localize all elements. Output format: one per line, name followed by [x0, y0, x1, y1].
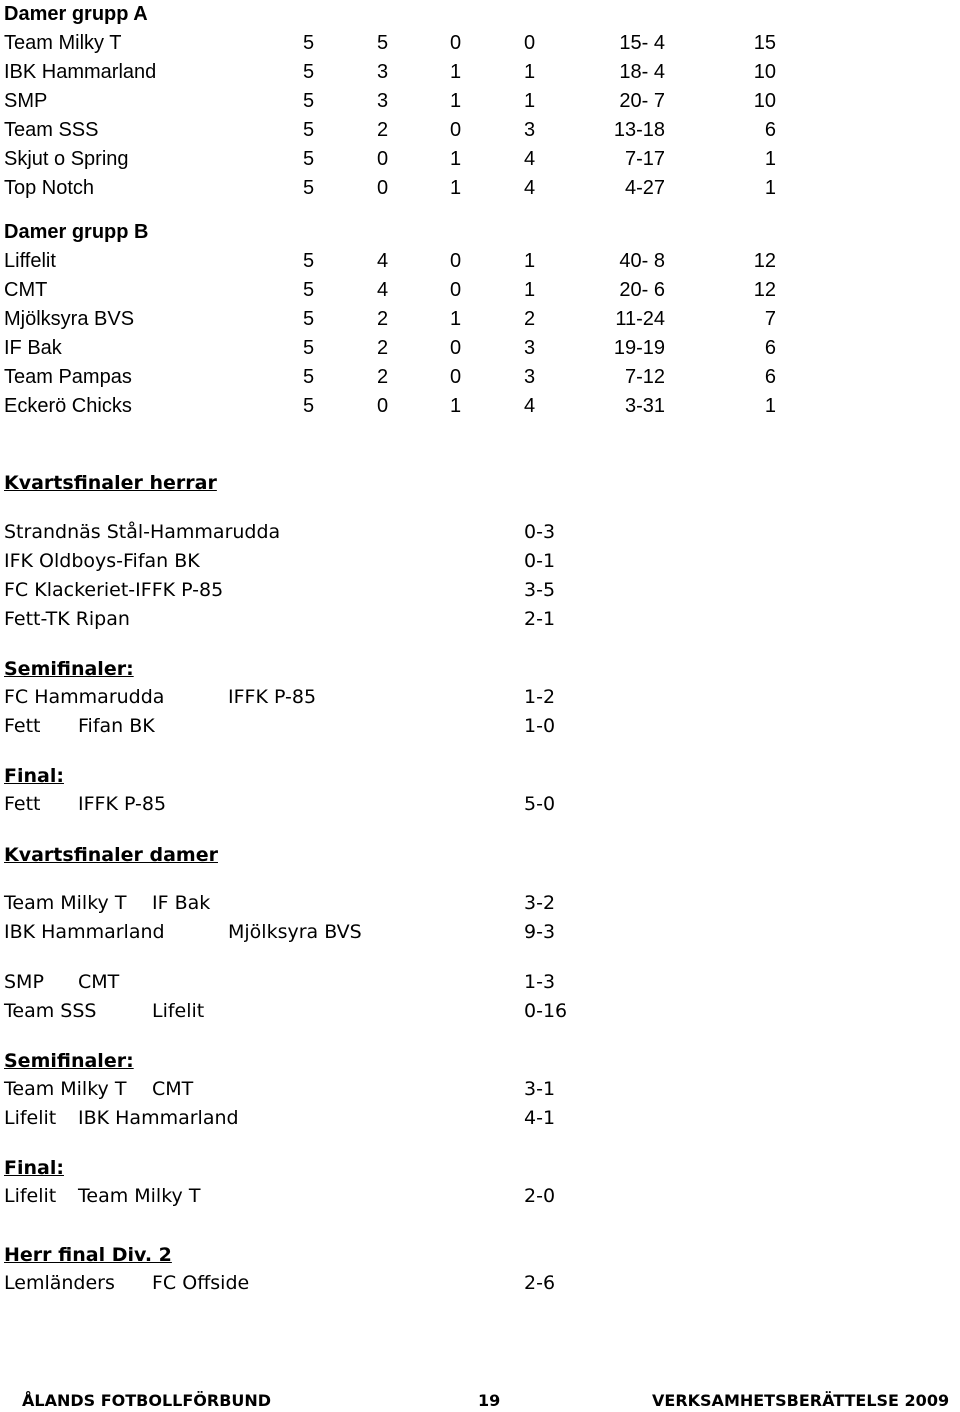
match-row [4, 605, 704, 634]
wins: 2 [377, 337, 389, 359]
table-row [4, 29, 804, 58]
match-row [4, 683, 704, 712]
wins: 2 [377, 119, 389, 141]
match-score: 4-1 [524, 1107, 556, 1129]
losses: 0 [524, 32, 536, 54]
draws: 1 [450, 308, 462, 330]
points: 10 [753, 90, 776, 112]
team-home: Team SSS [4, 1000, 97, 1022]
herrar-final-heading: Final: [4, 765, 64, 787]
group-b-standings [4, 218, 804, 421]
draws: 0 [450, 366, 462, 388]
match-row [4, 1182, 704, 1211]
team-name: Top Notch [4, 177, 95, 199]
points: 1 [764, 148, 776, 170]
played: 5 [303, 308, 315, 330]
goals: 11-24 [615, 308, 665, 330]
team-name: SMP [4, 90, 48, 112]
wins: 3 [377, 90, 389, 112]
wins: 2 [377, 308, 389, 330]
team-name: Team Milky T [4, 32, 122, 54]
points: 6 [764, 337, 776, 359]
table-row [4, 58, 804, 87]
match-row [4, 918, 704, 947]
losses: 4 [524, 148, 536, 170]
table-row [4, 247, 804, 276]
wins: 5 [377, 32, 389, 54]
goals: 4-27 [624, 177, 665, 199]
goals: 20- 6 [619, 279, 665, 301]
team-name: Skjut o Spring [4, 148, 129, 170]
losses: 3 [524, 119, 536, 141]
points: 6 [764, 119, 776, 141]
team-home: Lemländers [4, 1272, 115, 1294]
draws: 0 [450, 119, 462, 141]
match-score: 3-2 [524, 892, 556, 914]
match-row [4, 889, 704, 918]
table-row [4, 87, 804, 116]
team-away: IFFK P-85 [78, 793, 167, 815]
losses: 4 [524, 177, 536, 199]
match-row [4, 790, 704, 819]
match-score: 1-3 [524, 971, 556, 993]
team-home: Fett [4, 715, 41, 737]
draws: 0 [450, 250, 462, 272]
match-score: 9-3 [524, 921, 556, 943]
herrar-semifinal-heading: Semifinaler: [4, 658, 134, 680]
group-b-title: Damer grupp B [4, 221, 149, 243]
draws: 1 [450, 90, 462, 112]
goals: 3-31 [624, 395, 665, 417]
team-name: Eckerö Chicks [4, 395, 132, 417]
team-away: IF Bak [152, 892, 211, 914]
table-row [4, 145, 804, 174]
played: 5 [303, 279, 315, 301]
match-score: 2-0 [524, 1185, 556, 1207]
wins: 4 [377, 250, 389, 272]
points: 12 [753, 279, 776, 301]
table-row [4, 276, 804, 305]
table-row [4, 334, 804, 363]
team-home: Fett [4, 793, 41, 815]
points: 15 [753, 32, 776, 54]
match-row [4, 547, 704, 576]
losses: 1 [524, 61, 536, 83]
match-score: 1-2 [524, 686, 556, 708]
points: 1 [764, 177, 776, 199]
team-name: IBK Hammarland [4, 61, 157, 83]
points: 10 [753, 61, 776, 83]
team-name: Team Pampas [4, 366, 132, 388]
played: 5 [303, 337, 315, 359]
match-row [4, 1104, 704, 1133]
draws: 0 [450, 337, 462, 359]
team-name: Team SSS [4, 119, 99, 141]
goals: 19-19 [613, 337, 665, 359]
losses: 1 [524, 90, 536, 112]
team-home: Team Milky T [4, 1078, 127, 1100]
match-teams: Fett-TK Ripan [4, 608, 130, 630]
match-score: 0-16 [524, 1000, 568, 1022]
team-away: Lifelit [152, 1000, 205, 1022]
played: 5 [303, 61, 315, 83]
wins: 0 [377, 395, 389, 417]
match-row [4, 712, 704, 741]
wins: 0 [377, 177, 389, 199]
goals: 15- 4 [619, 32, 665, 54]
team-away: FC Offside [152, 1272, 250, 1294]
played: 5 [303, 32, 315, 54]
match-row [4, 997, 704, 1026]
match-score: 1-0 [524, 715, 556, 737]
damer-quarterfinal-heading: Kvartsfinaler damer [4, 844, 218, 866]
match-teams: IFK Oldboys-Fifan BK [4, 550, 200, 572]
played: 5 [303, 148, 315, 170]
draws: 1 [450, 395, 462, 417]
herrar-quarterfinal-heading: Kvartsfinaler herrar [4, 472, 217, 494]
match-teams: FC Klackeriet-IFFK P-85 [4, 579, 224, 601]
team-home: SMP [4, 971, 44, 993]
wins: 0 [377, 148, 389, 170]
group-a-title: Damer grupp A [4, 3, 148, 25]
played: 5 [303, 395, 315, 417]
goals: 40- 8 [619, 250, 665, 272]
team-home: IBK Hammarland [4, 921, 165, 943]
match-score: 5-0 [524, 793, 556, 815]
wins: 4 [377, 279, 389, 301]
match-score: 3-5 [524, 579, 556, 601]
damer-final-heading: Final: [4, 1157, 64, 1179]
goals: 7-12 [624, 366, 665, 388]
damer-semifinal-heading: Semifinaler: [4, 1050, 134, 1072]
draws: 1 [450, 177, 462, 199]
table-row [4, 305, 804, 334]
goals: 7-17 [624, 148, 665, 170]
points: 7 [764, 308, 776, 330]
match-row [4, 968, 704, 997]
draws: 1 [450, 61, 462, 83]
played: 5 [303, 90, 315, 112]
losses: 4 [524, 395, 536, 417]
match-score: 0-3 [524, 521, 556, 543]
goals: 20- 7 [619, 90, 665, 112]
losses: 1 [524, 250, 536, 272]
played: 5 [303, 177, 315, 199]
played: 5 [303, 119, 315, 141]
goals: 18- 4 [619, 61, 665, 83]
team-name: CMT [4, 279, 48, 301]
group-a-standings [4, 0, 804, 203]
match-row [4, 518, 704, 547]
team-name: Liffelit [4, 250, 56, 272]
match-score: 2-1 [524, 608, 556, 630]
points: 1 [764, 395, 776, 417]
table-row [4, 392, 804, 421]
losses: 3 [524, 337, 536, 359]
footer-organization: ÅLANDS FOTBOLLFÖRBUND [22, 1391, 272, 1410]
team-away: IBK Hammarland [78, 1107, 239, 1129]
played: 5 [303, 366, 315, 388]
match-score: 0-1 [524, 550, 556, 572]
team-name: IF Bak [4, 337, 62, 359]
team-home: Team Milky T [4, 892, 127, 914]
team-home: Lifelit [4, 1185, 57, 1207]
table-row [4, 116, 804, 145]
herr-div2-final-heading: Herr final Div. 2 [4, 1244, 172, 1266]
footer-report-title: VERKSAMHETSBERÄTTELSE 2009 [652, 1391, 950, 1410]
draws: 0 [450, 32, 462, 54]
team-away: CMT [152, 1078, 194, 1100]
table-row [4, 363, 804, 392]
table-row [4, 174, 804, 203]
losses: 2 [524, 308, 536, 330]
team-away: Team Milky T [78, 1185, 201, 1207]
match-row [4, 1075, 704, 1104]
wins: 2 [377, 366, 389, 388]
team-away: CMT [78, 971, 120, 993]
draws: 1 [450, 148, 462, 170]
match-teams: Strandnäs Stål-Hammarudda [4, 521, 281, 543]
match-score: 3-1 [524, 1078, 556, 1100]
match-score: 2-6 [524, 1272, 556, 1294]
team-away: IFFK P-85 [228, 686, 317, 708]
draws: 0 [450, 279, 462, 301]
losses: 1 [524, 279, 536, 301]
team-home: FC Hammarudda [4, 686, 165, 708]
team-home: Lifelit [4, 1107, 57, 1129]
losses: 3 [524, 366, 536, 388]
points: 12 [753, 250, 776, 272]
played: 5 [303, 250, 315, 272]
points: 6 [764, 366, 776, 388]
wins: 3 [377, 61, 389, 83]
team-name: Mjölksyra BVS [4, 308, 135, 330]
team-away: Mjölksyra BVS [228, 921, 362, 943]
team-away: Fifan BK [78, 715, 155, 737]
footer-page-number: 19 [478, 1391, 501, 1410]
goals: 13-18 [613, 119, 665, 141]
match-row [4, 576, 704, 605]
match-row [4, 1269, 704, 1298]
